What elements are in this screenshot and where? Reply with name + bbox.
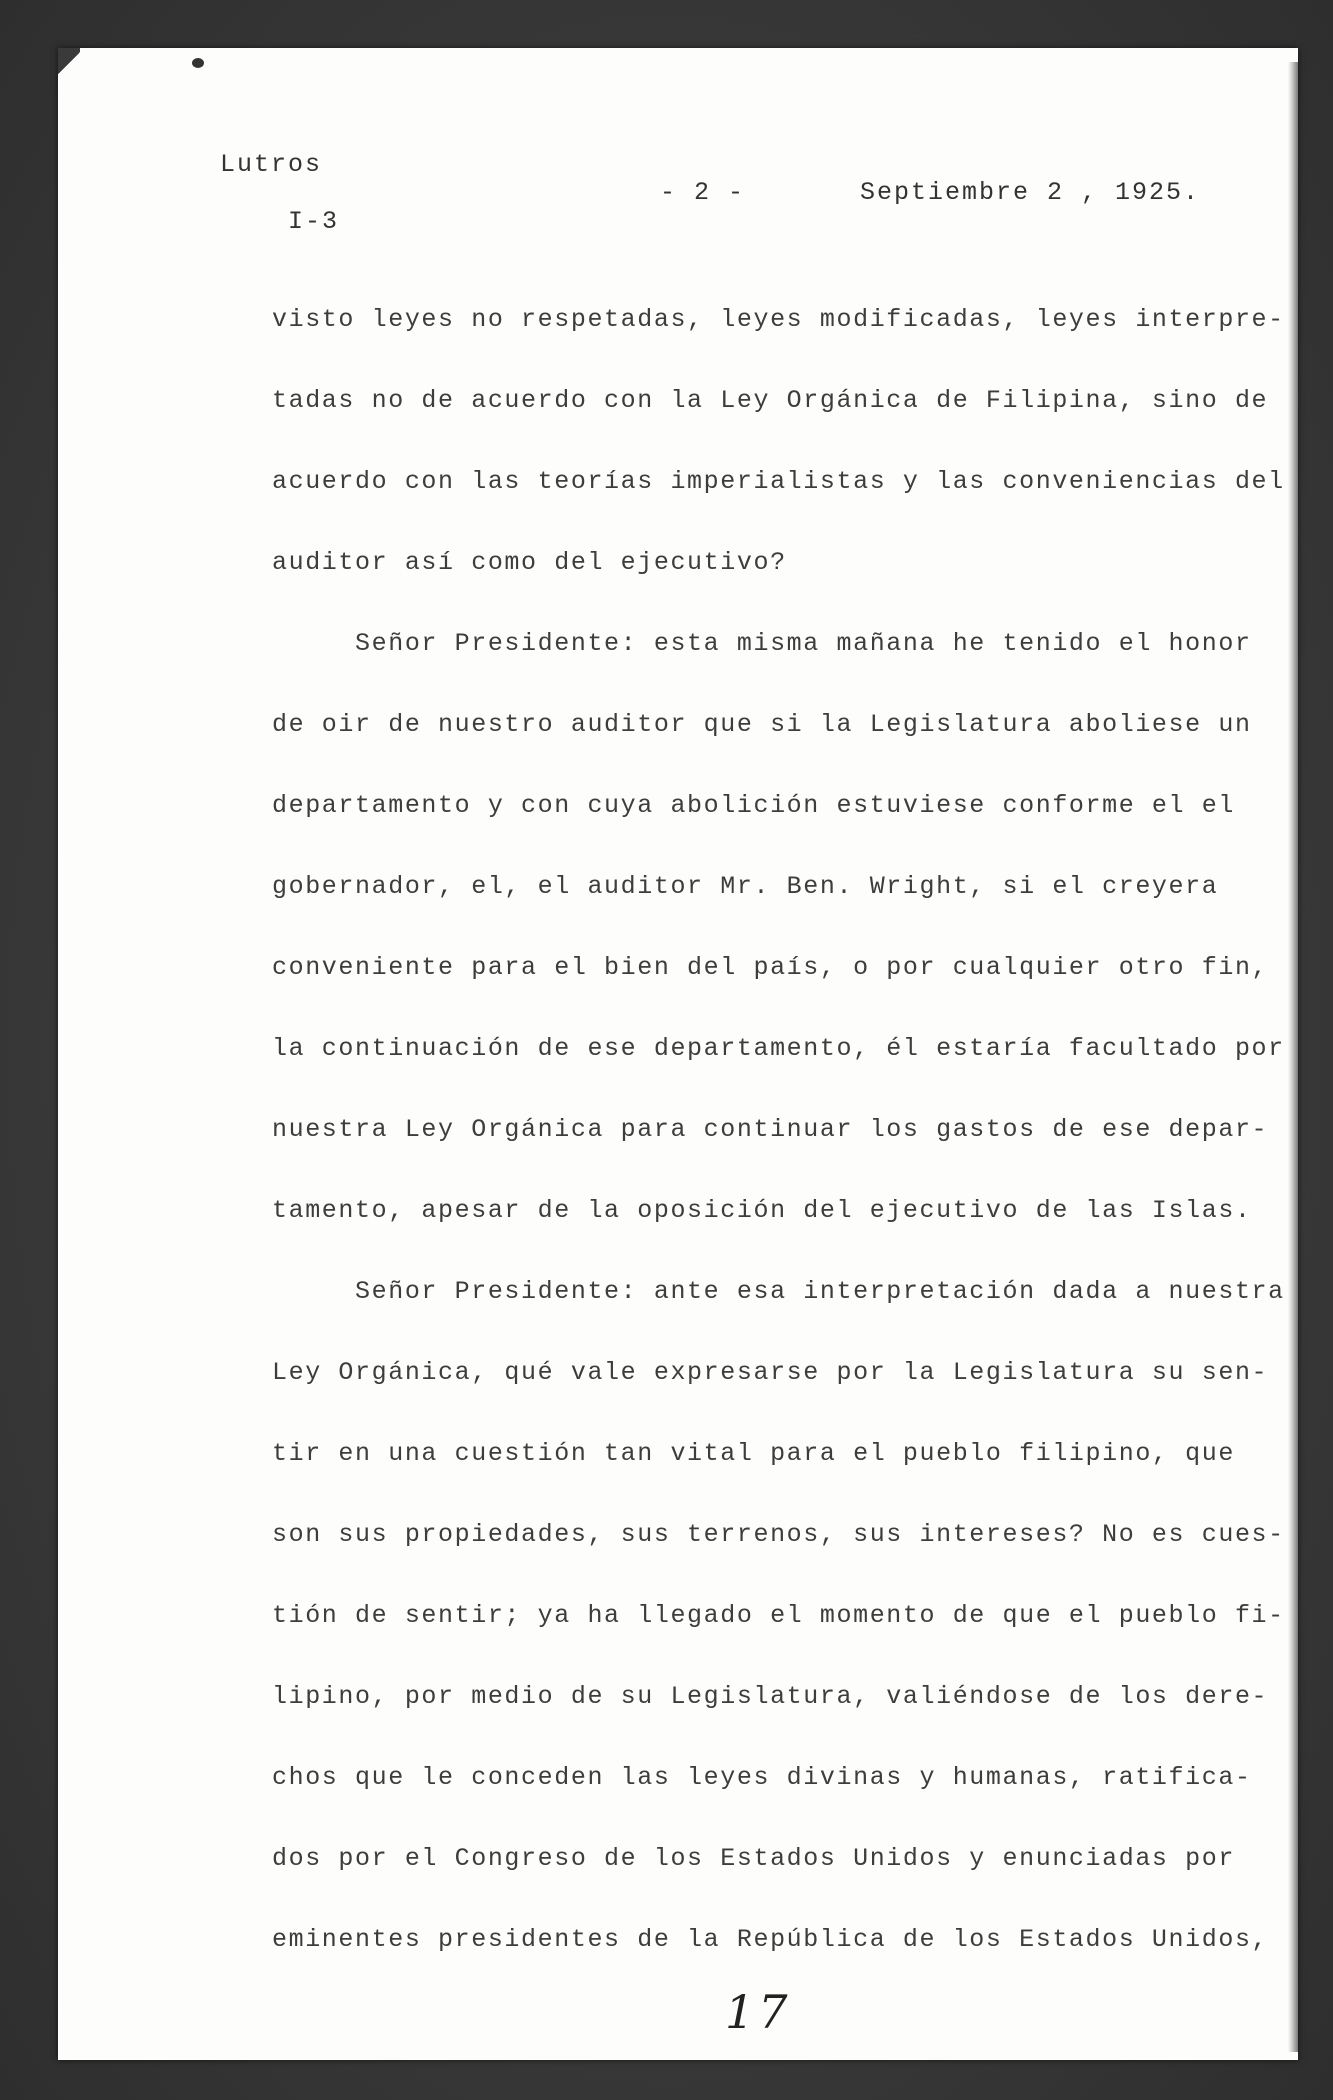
text-line: tión de sentir; ya ha llegado el momento de que el pueblo fi- xyxy=(272,1601,1285,1630)
page-edge-shadow xyxy=(1288,62,1298,2052)
text-line: departamento y con cuya abolición estuviese conforme el el xyxy=(272,791,1235,820)
text-line: dos por el Congreso de los Estados Unidos y enunciadas por xyxy=(272,1844,1235,1873)
text-line: chos que le conceden las leyes divinas y humanas, ratifica- xyxy=(272,1763,1252,1792)
text-line: eminentes presidentes de la República de los Estados Unidos, xyxy=(272,1925,1269,1954)
text-line: son sus propiedades, sus terrenos, sus intereses? No es cues- xyxy=(272,1520,1285,1549)
text-line: gobernador, el, el auditor Mr. Ben. Wright, si el creyera xyxy=(272,872,1219,901)
header-code: I-3 xyxy=(288,207,340,236)
handwritten-folio-number: 17 xyxy=(725,1985,792,2039)
text-line: nuestra Ley Orgánica para continuar los gastos de ese depar- xyxy=(272,1115,1269,1144)
header-line-2 xyxy=(220,178,1200,236)
text-line: visto leyes no respetadas, leyes modificadas, leyes interpre- xyxy=(272,305,1285,334)
text-line: auditor así como del ejecutivo? xyxy=(272,548,787,577)
torn-corner xyxy=(58,48,80,78)
text-line: acuerdo con las teorías imperialistas y las conveniencias del xyxy=(272,467,1285,496)
text-line: Ley Orgánica, qué vale expresarse por la Legislatura su sen- xyxy=(272,1358,1269,1387)
text-line: Señor Presidente: ante esa interpretación dada a nuestra xyxy=(272,1277,1285,1306)
page-header xyxy=(220,150,1200,236)
text-line: la continuación de ese departamento, él estaría facultado por xyxy=(272,1034,1285,1063)
text-line: lipino, por medio de su Legislatura, valiéndose de los dere- xyxy=(272,1682,1269,1711)
text-line: tamento, apesar de la oposición del ejecutivo de las Islas. xyxy=(272,1196,1252,1225)
page-number: - 2 - xyxy=(660,178,746,207)
text-line: de oir de nuestro auditor que si la Legislatura aboliese un xyxy=(272,710,1252,739)
text-line: conveniente para el bien del país, o por cualquier otro fin, xyxy=(272,953,1269,982)
ink-speck xyxy=(192,58,204,68)
typewritten-body xyxy=(272,300,1285,2001)
header-author: Lutros xyxy=(220,150,323,179)
header-date: Septiembre 2 , 1925. xyxy=(859,178,1200,207)
text-line: Señor Presidente: esta misma mañana he tenido el honor xyxy=(272,629,1252,658)
text-line: tir en una cuestión tan vital para el pueblo filipino, que xyxy=(272,1439,1235,1468)
text-line: tadas no de acuerdo con la Ley Orgánica de Filipina, sino de xyxy=(272,386,1269,415)
